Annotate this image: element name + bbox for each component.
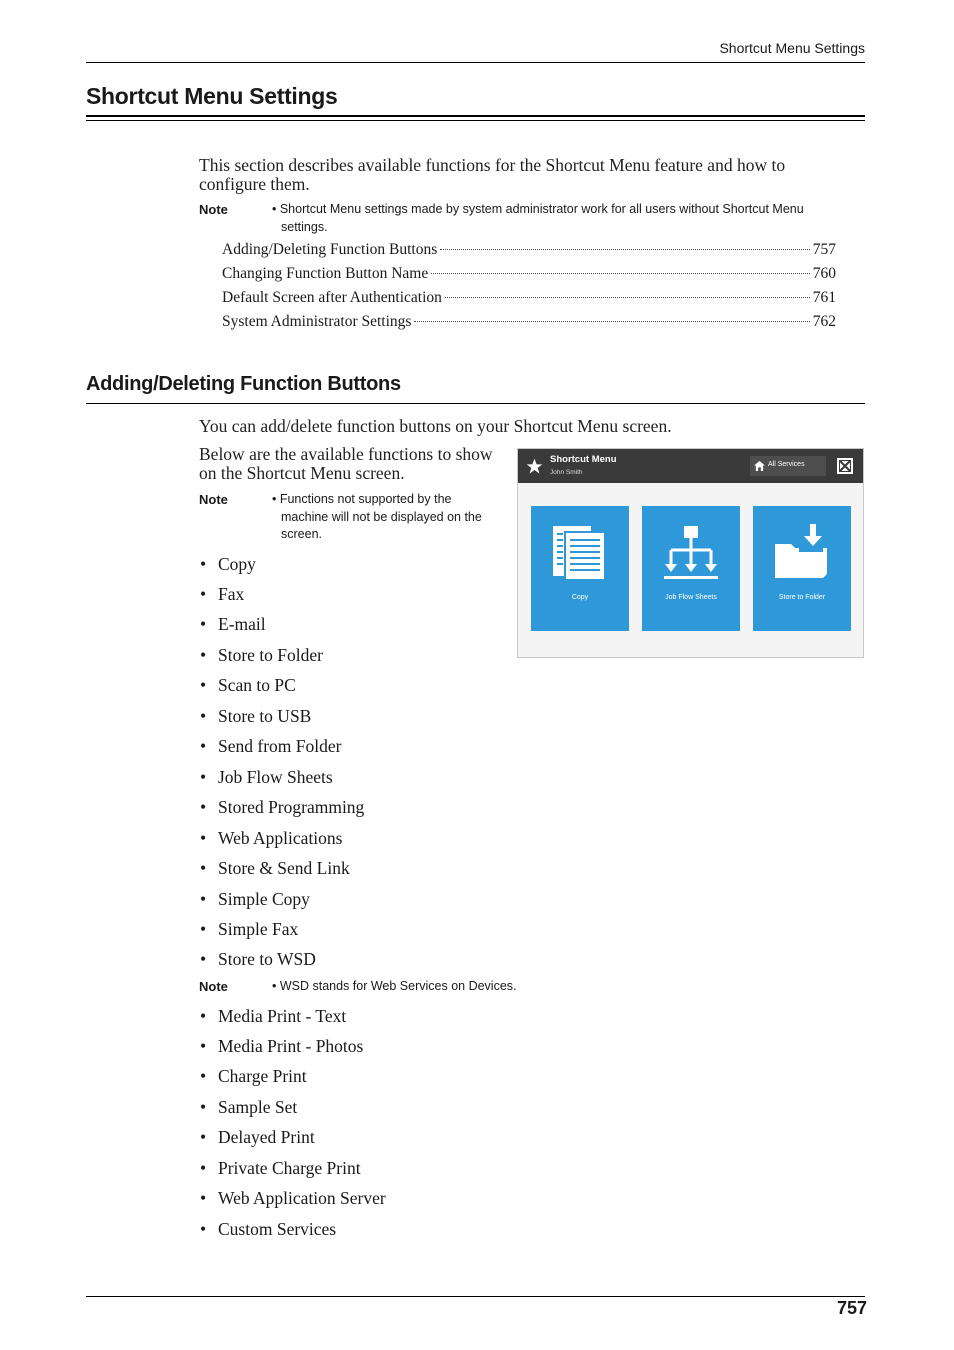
list-item: • Copy xyxy=(218,554,256,575)
functions-intro-line1: Below are the available functions to show xyxy=(199,444,493,464)
note-text-line2: settings. xyxy=(281,220,328,234)
list-item: • Scan to PC xyxy=(218,675,296,696)
list-item: • Store to Folder xyxy=(218,645,323,666)
shortcut-menu-screenshot xyxy=(517,448,864,658)
toc-entry[interactable] xyxy=(222,289,836,307)
subsection-intro: You can add/delete function buttons on your Shortcut Menu screen. xyxy=(199,416,672,436)
toc-leader xyxy=(431,273,810,274)
note-text-line1: • Functions not supported by the xyxy=(272,492,452,506)
note-text-line2: machine will not be displayed on the xyxy=(281,510,482,524)
list-item: • Charge Print xyxy=(218,1066,307,1087)
toc-entry-title[interactable]: Default Screen after Authentication xyxy=(222,289,442,306)
running-header: Shortcut Menu Settings xyxy=(719,40,865,56)
list-item: • Web Application Server xyxy=(218,1188,386,1209)
section-intro-line1: This section describes available functions for the Shortcut Menu feature and how to xyxy=(199,155,786,175)
home-icon xyxy=(754,461,765,471)
all-services-button[interactable] xyxy=(750,456,826,476)
page-number: 757 xyxy=(836,1298,867,1318)
note-text-line3: screen. xyxy=(281,527,322,541)
note-label: Note xyxy=(199,202,228,217)
list-item: • Web Applications xyxy=(218,828,342,849)
toc-entry-title[interactable]: Changing Function Button Name xyxy=(222,265,429,282)
list-item: • Private Charge Print xyxy=(218,1158,361,1179)
toc-entry-page[interactable]: 761 xyxy=(812,289,836,306)
copy-document-icon xyxy=(551,524,609,582)
toc-leader xyxy=(440,249,809,250)
job-flow-sheets-tile-label: Job Flow Sheets xyxy=(665,594,717,601)
list-item: • Stored Programming xyxy=(218,797,364,818)
store-to-folder-tile-button[interactable] xyxy=(753,506,851,631)
list-item: • Store to USB xyxy=(218,706,311,727)
section-title: Shortcut Menu Settings xyxy=(86,83,338,109)
toc-entry-page[interactable]: 760 xyxy=(812,265,836,282)
list-item: • Send from Folder xyxy=(218,736,341,757)
list-item: • E-mail xyxy=(218,614,266,635)
all-services-label: All Services xyxy=(768,461,805,468)
screenshot-user: John Smith xyxy=(550,469,583,476)
close-icon xyxy=(839,460,851,472)
section-rule-thick xyxy=(86,115,865,117)
subsection-title: Adding/Deleting Function Buttons xyxy=(86,373,401,395)
toc-leader xyxy=(445,297,810,298)
store-to-folder-icon xyxy=(773,524,831,582)
job-flow-icon xyxy=(662,524,720,582)
list-item: • Delayed Print xyxy=(218,1127,315,1148)
subsection-rule xyxy=(86,403,865,404)
toc-entry-title[interactable]: Adding/Deleting Function Buttons xyxy=(222,241,438,258)
functions-intro-line2: on the Shortcut Menu screen. xyxy=(199,463,405,483)
toc-entry[interactable] xyxy=(222,265,836,283)
section-intro-line2: configure them. xyxy=(199,174,310,194)
list-item: • Custom Services xyxy=(218,1219,336,1240)
star-icon[interactable] xyxy=(526,458,543,475)
toc-entry-title[interactable]: System Administrator Settings xyxy=(222,313,412,330)
list-item: • Media Print - Photos xyxy=(218,1036,363,1057)
close-button[interactable] xyxy=(837,458,853,474)
list-item: • Simple Fax xyxy=(218,919,298,940)
list-item: • Job Flow Sheets xyxy=(218,767,333,788)
list-item: • Fax xyxy=(218,584,244,605)
note-text: • WSD stands for Web Services on Devices. xyxy=(272,979,517,993)
screenshot-header xyxy=(518,449,863,483)
toc-leader xyxy=(414,321,809,322)
toc-entry[interactable] xyxy=(222,241,836,259)
list-item: • Media Print - Text xyxy=(218,1006,346,1027)
note-label: Note xyxy=(199,979,228,994)
list-item: • Simple Copy xyxy=(218,889,310,910)
job-flow-sheets-tile-button[interactable] xyxy=(642,506,740,631)
list-item: • Sample Set xyxy=(218,1097,297,1118)
list-item: • Store to WSD xyxy=(218,949,316,970)
header-rule xyxy=(86,62,865,63)
screenshot-title: Shortcut Menu xyxy=(550,454,617,465)
section-rule-thin xyxy=(86,120,865,121)
toc-entry-page[interactable]: 757 xyxy=(812,241,836,258)
toc-entry[interactable] xyxy=(222,313,836,331)
copy-tile-button[interactable] xyxy=(531,506,629,631)
toc-entry-page[interactable]: 762 xyxy=(812,313,836,330)
note-label: Note xyxy=(199,492,228,507)
footer-rule xyxy=(86,1296,865,1297)
list-item: • Store & Send Link xyxy=(218,858,350,879)
store-to-folder-tile-label: Store to Folder xyxy=(778,594,826,601)
copy-tile-label: Copy xyxy=(571,594,589,601)
note-text-line1: • Shortcut Menu settings made by system administrator work for all users without Shortcut Menu xyxy=(272,202,804,216)
